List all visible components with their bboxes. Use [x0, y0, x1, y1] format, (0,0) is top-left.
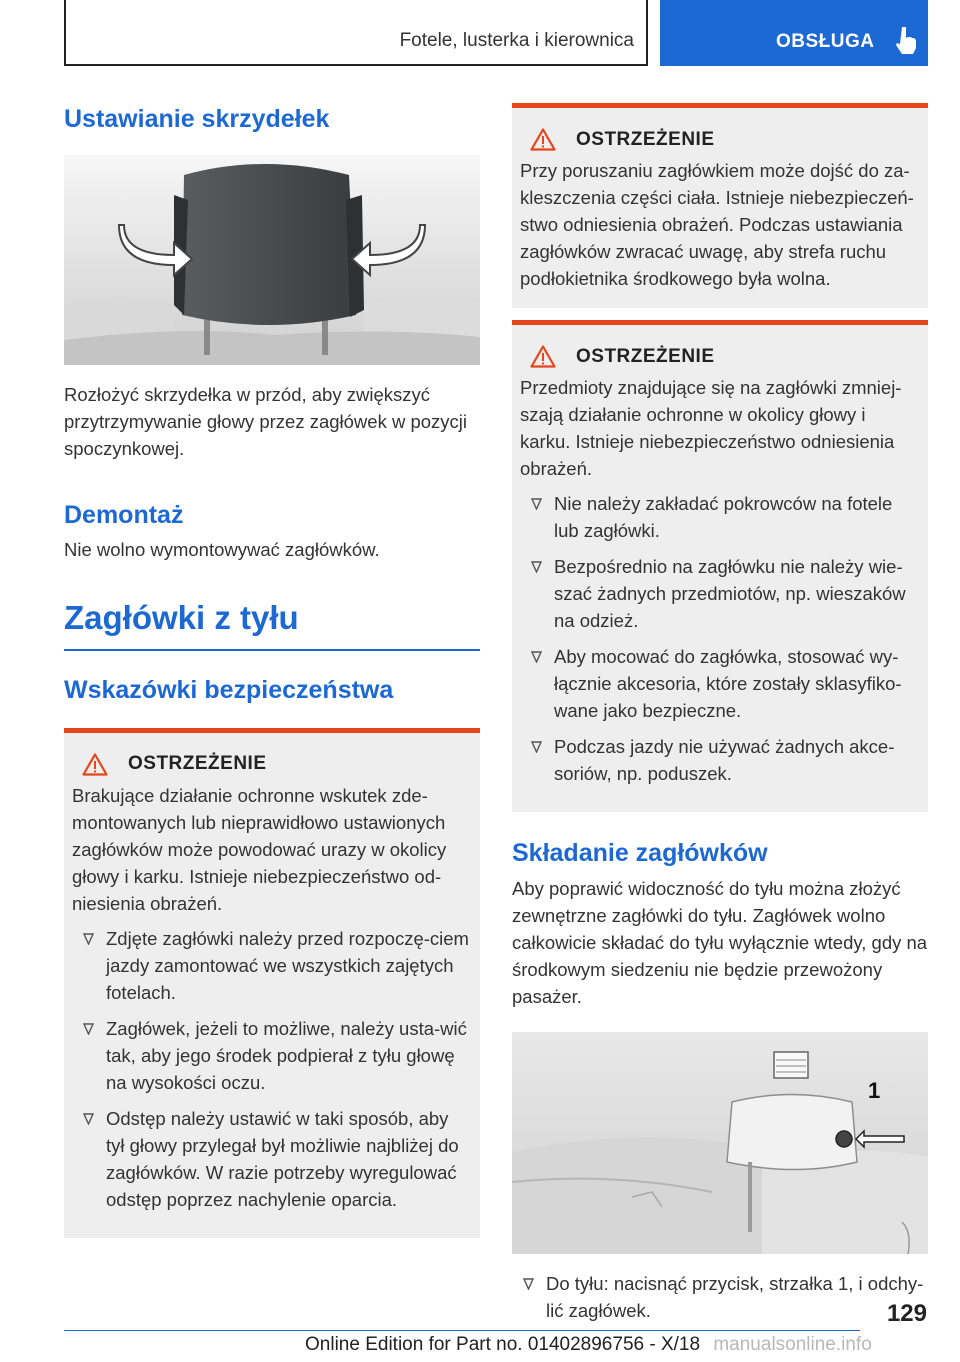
hand-pointer-icon [893, 25, 919, 55]
right-column [512, 100, 928, 1333]
step-list [512, 1270, 928, 1324]
list-item: Aby mocować do zagłówka, stosować wy-łącznie akcesoria, które zostały sklasyfiko-wane jako bezpieczne. [520, 643, 920, 724]
triangle-bullet-icon [531, 741, 542, 753]
footer-rule [64, 1330, 860, 1331]
warning-title: OSTRZEŻENIE [128, 753, 267, 775]
callout-label: 1 [868, 1078, 881, 1103]
warning-title: OSTRZEŻENIE [576, 128, 715, 150]
warning-text: Brakujące działanie ochronne wskutek zde-montowanych lub nieprawidłowo ustawionych zagłówków może powodować urazy w okolicy głowy i karku. Istnieje niebezpieczeństwo od-niesienia obrażeń. [72, 784, 447, 914]
list-item: Odstęp należy ustawić w taki sposób, aby tył głowy przylegał był możliwie najbliżej do zagłówków. W razie potrzeby wyregulować odstęp poprzez nachylenie oparcia. [72, 1105, 472, 1213]
heading-demontaz: Demontaż [64, 501, 184, 530]
chapter-title: Fotele, lusterka i kierownica [399, 30, 634, 51]
list-item: Zdjęte zagłówki należy przed rozpoczę-ciem jazdy zamontować we wszystkich zajętych fotelach. [72, 925, 472, 1006]
paragraph-wings: Rozłożyć skrzydełka w przód, aby zwiększyć przytrzymywanie głowy przez zagłówek w pozycji spoczynkowej. [64, 384, 468, 460]
warning-icon [530, 345, 556, 368]
warning-header [520, 128, 920, 151]
heading-safety: Wskazówki bezpieczeństwa [64, 675, 394, 704]
warning-header [72, 753, 472, 776]
warning-icon [82, 753, 108, 776]
heading-wings: Ustawianie skrzydełek [64, 105, 330, 133]
page-header [64, 0, 928, 66]
list-item: Bezpośrednio na zagłówku nie należy wie-szać żadnych przedmiotów, np. wieszaków na odzież. [520, 553, 920, 634]
headrest-fold-image [512, 1032, 928, 1254]
section-title: OBSŁUGA [776, 31, 875, 52]
list-item: Zagłówek, jeżeli to możliwe, należy usta-wić tak, aby jego środek podpierał z tyłu głowę na wysokości oczu. [72, 1015, 472, 1096]
warning-box-pinch [512, 103, 928, 308]
list-item: Podczas jazdy nie używać żadnych akce-soriów, np. poduszek. [520, 733, 920, 787]
warning-box-objects [512, 320, 928, 812]
warning-title: OSTRZEŻENIE [576, 345, 715, 367]
warning-icon [530, 128, 556, 151]
warning-text: Przedmioty znajdujące się na zagłówki zmniej-szają działanie ochronne w okolicy głowy i karku. Istnieje niebezpieczeństwo odniesienia obrażeń. [520, 377, 902, 479]
triangle-bullet-icon [83, 933, 94, 945]
left-column [64, 100, 480, 1238]
heading-rear-headrests: Zagłówki z tyłu [64, 598, 299, 636]
triangle-bullet-icon [531, 651, 542, 663]
warning-box-left [64, 728, 480, 1238]
section-tab [660, 0, 928, 66]
heading-folding: Składanie zagłówków [512, 839, 768, 867]
triangle-bullet-icon [83, 1113, 94, 1125]
triangle-bullet-icon [531, 561, 542, 573]
warning-list [72, 925, 472, 1213]
triangle-bullet-icon [523, 1278, 534, 1290]
headrest-wings-image [64, 155, 480, 365]
chapter-tab [64, 0, 648, 66]
list-item: Nie należy zakładać pokrowców na fotele lub zagłówki. [520, 490, 920, 544]
triangle-bullet-icon [531, 498, 542, 510]
heading-rule [64, 649, 480, 651]
watermark-text: manualsonline.info [713, 1334, 872, 1355]
warning-list [520, 490, 920, 787]
paragraph-demontaz: Nie wolno wymontowywać zagłówków. [64, 538, 380, 560]
paragraph-folding: Aby poprawić widoczność do tyłu można złożyć zewnętrzne zagłówki do tyłu. Zagłówek wolno całkowicie składać do tyłu wyłącznie wtedy, gdy na środkowym siedzeniu nie będzie przewożony pasażer. [512, 878, 928, 1008]
triangle-bullet-icon [83, 1023, 94, 1035]
warning-header [520, 345, 920, 368]
warning-text: Przy poruszaniu zagłówkiem może dojść do za-kleszczenia części ciała. Istnieje niebezpieczeń-stwo odniesienia obrażeń. Podczas ustawiania zagłówków zwracać uwagę, aby strefa ruchu podłokietnika środkowego była wolna. [520, 160, 914, 289]
page-number: 129 [886, 1300, 927, 1327]
list-item: Do tyłu: nacisnąć przycisk, strzałka 1, i odchy-lić zagłówek. [512, 1270, 928, 1324]
footer-edition: Online Edition for Part no. 01402896756 - X/18 manualsonline.info [305, 1334, 872, 1355]
